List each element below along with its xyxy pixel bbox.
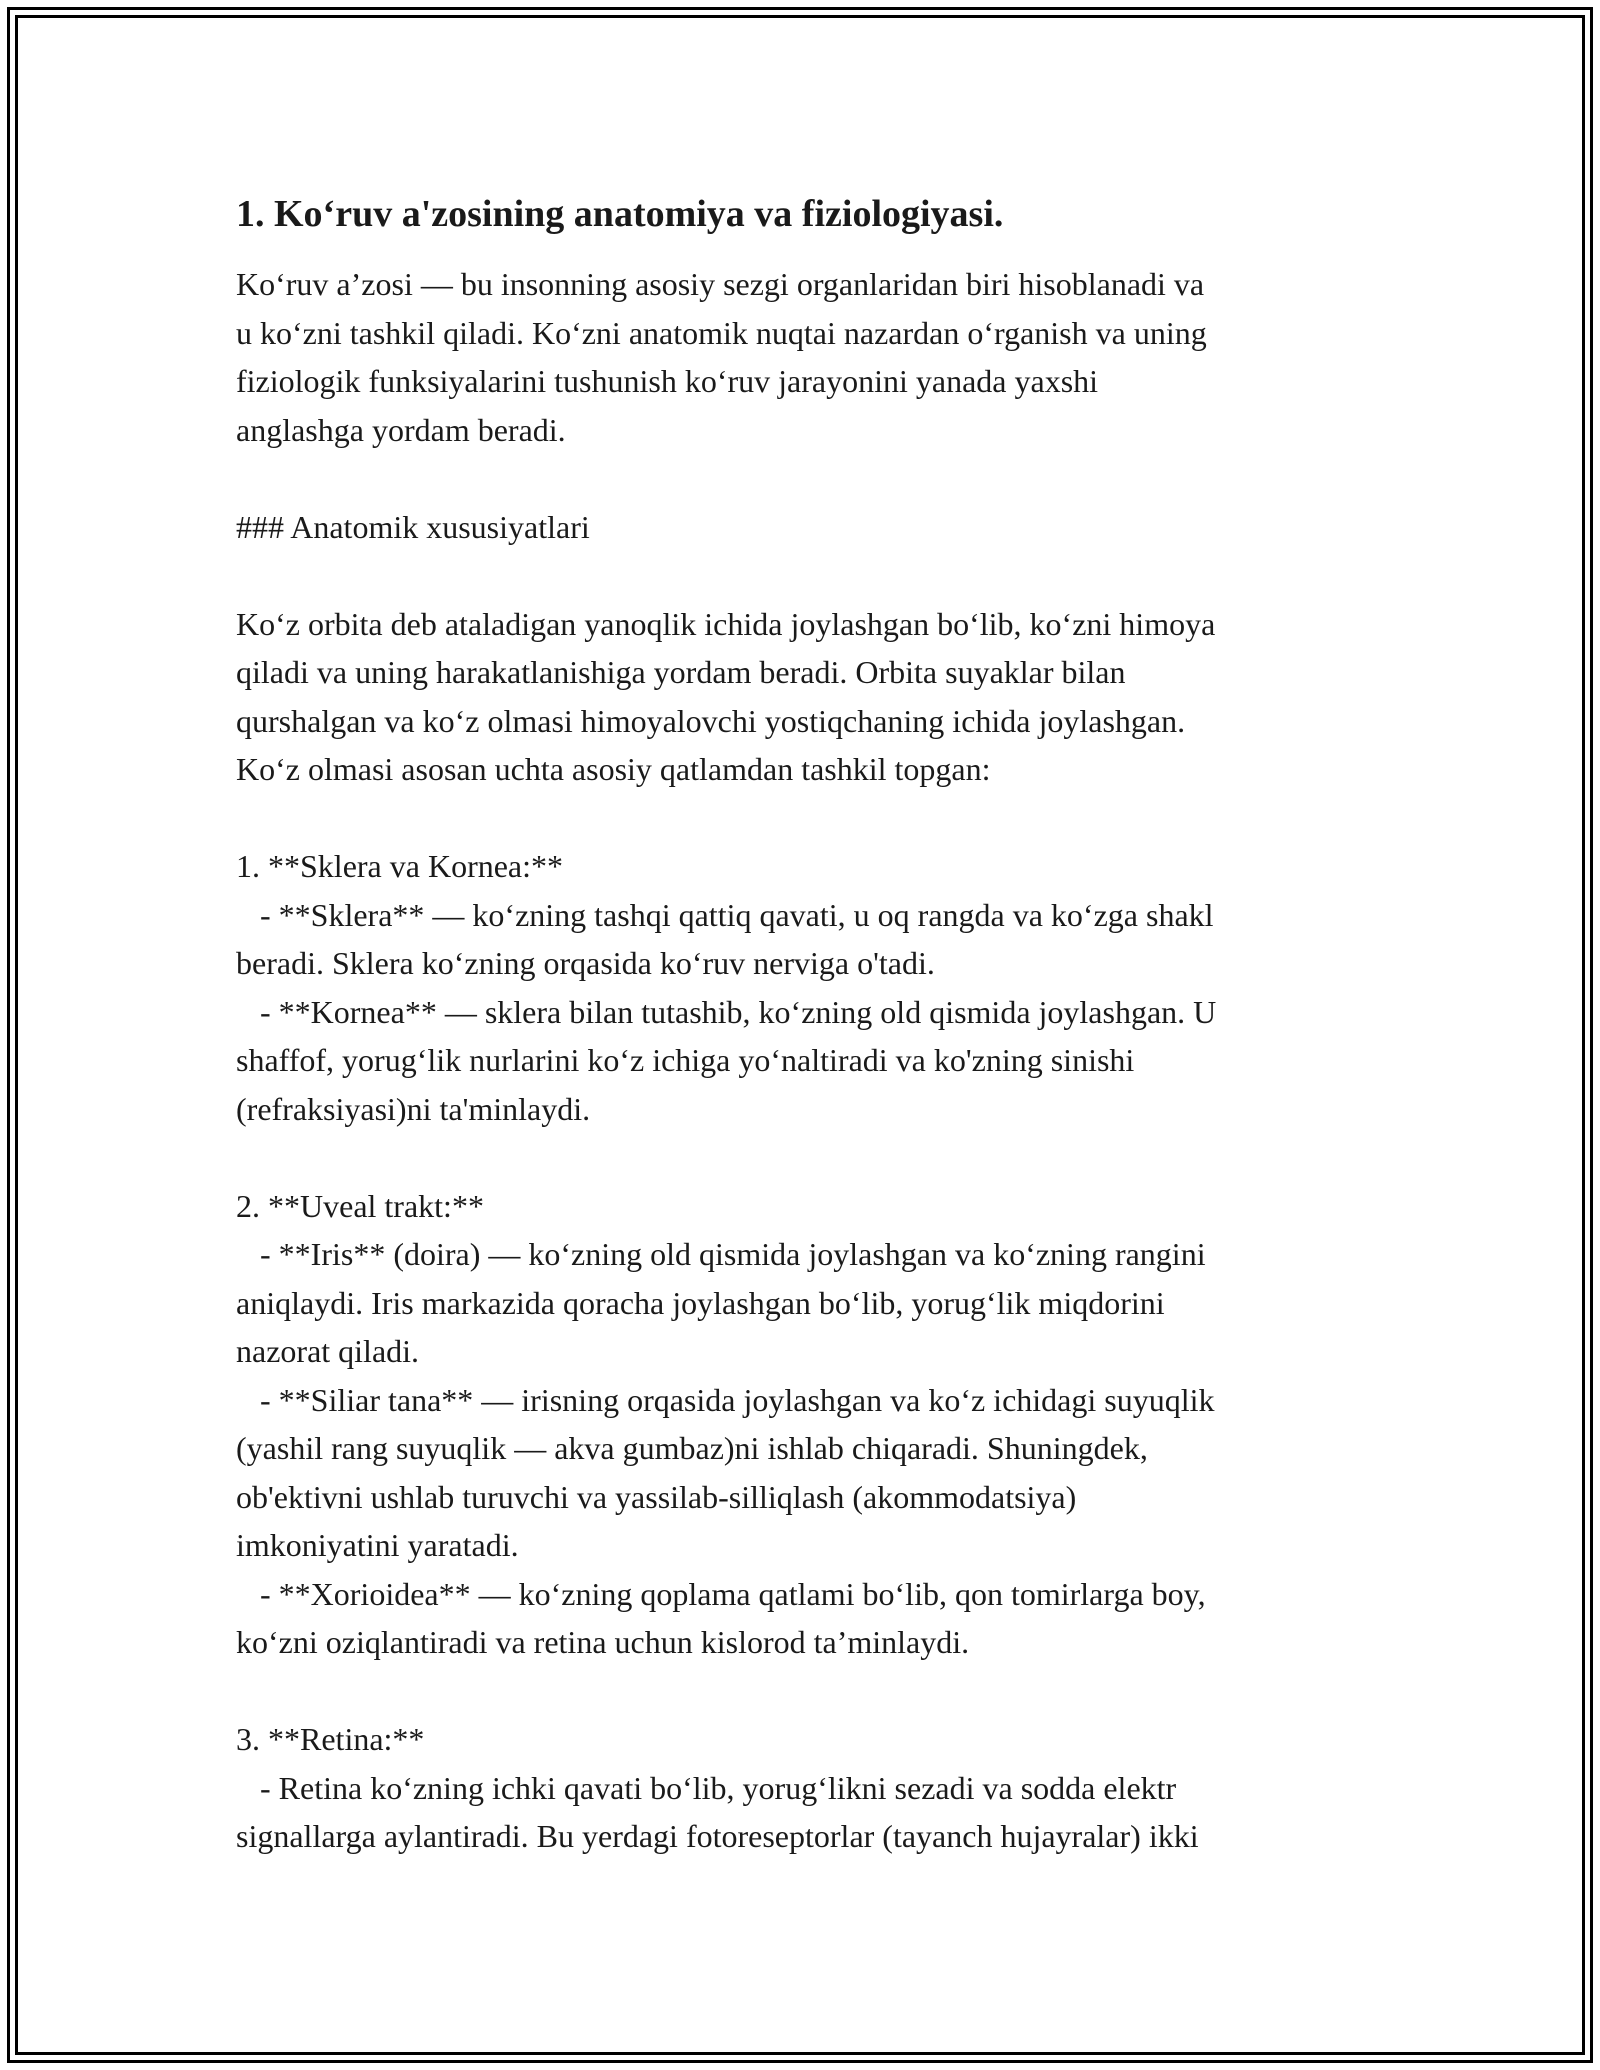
text-line: nazorat qiladi. bbox=[236, 1333, 420, 1369]
text-line: anglashga yordam beradi. bbox=[236, 411, 566, 448]
document-title: 1. Ko‘ruv a'zosining anatomiya va fiziologiyasi. bbox=[236, 193, 1004, 235]
blank-line bbox=[236, 551, 1386, 600]
blank-line bbox=[236, 794, 1386, 843]
blank-line bbox=[236, 454, 1386, 503]
text-line: Ko‘z orbita deb ataladigan yanoqlik ichida joylashgan bo‘lib, ko‘zni himoya bbox=[236, 605, 1216, 642]
document-body bbox=[236, 260, 1386, 1861]
text-line: 2. **Uveal trakt:** bbox=[236, 1187, 484, 1224]
text-line: - Retina ko‘zning ichki qavati bo‘lib, yorug‘likni sezadi va sodda elektr bbox=[236, 1769, 1177, 1806]
text-line: ob'ektivni ushlab turuvchi va yassilab-silliqlash (akommodatsiya) bbox=[236, 1478, 1077, 1515]
text-line: beradi. Sklera ko‘zning orqasida ko‘ruv nerviga o'tadi. bbox=[236, 945, 935, 981]
text-line: aniqlaydi. Iris markazida qoracha joylashgan bo‘lib, yorug‘lik miqdorini bbox=[236, 1284, 1165, 1321]
text-line: signallarga aylantiradi. Bu yerdagi fotoreseptorlar (tayanch hujayralar) ikki bbox=[236, 1818, 1199, 1854]
text-line: - **Siliar tana** — irisning orqasida joylashgan va ko‘z ichidagi suyuqlik bbox=[236, 1381, 1215, 1418]
text-line: ### Anatomik xususiyatlari bbox=[236, 508, 590, 545]
text-line: imkoniyatini yaratadi. bbox=[236, 1527, 519, 1563]
blank-line bbox=[236, 1667, 1386, 1716]
text-line: (yashil rang suyuqlik — akva gumbaz)ni ishlab chiqaradi. Shuningdek, bbox=[236, 1430, 1148, 1466]
text-line: - **Kornea** — sklera bilan tutashib, ko‘zning old qismida joylashgan. U bbox=[236, 993, 1217, 1030]
text-line: qiladi va uning harakatlanishiga yordam beradi. Orbita suyaklar bilan bbox=[236, 654, 1126, 690]
text-line: Ko‘ruv a’zosi — bu insonning asosiy sezgi organlaridan biri hisoblanadi va bbox=[236, 266, 1205, 302]
text-line: fiziologik funksiyalarini tushunish ko‘ruv jarayonini yanada yaxshi bbox=[236, 363, 1099, 399]
text-line: shaffof, yorug‘lik nurlarini ko‘z ichiga yo‘naltiradi va ko'zning sinishi bbox=[236, 1042, 1135, 1078]
document-page bbox=[236, 186, 1386, 1861]
text-line: ko‘zni oziqlantiradi va retina uchun kislorod ta’minlaydi. bbox=[236, 1624, 970, 1660]
text-line: Ko‘z olmasi asosan uchta asosiy qatlamdan tashkil topgan: bbox=[236, 751, 991, 787]
text-line: qurshalgan va ko‘z olmasi himoyalovchi yostiqchaning ichida joylashgan. bbox=[236, 702, 1186, 739]
text-line: - **Xorioidea** — ko‘zning qoplama qatlami bo‘lib, qon tomirlarga boy, bbox=[236, 1575, 1206, 1612]
text-line: u ko‘zni tashkil qiladi. Ko‘zni anatomik nuqtai nazardan o‘rganish va uning bbox=[236, 314, 1207, 351]
text-line: (refraksiyasi)ni ta'minlaydi. bbox=[236, 1090, 591, 1127]
text-line: 3. **Retina:** bbox=[236, 1721, 425, 1757]
text-line: - **Sklera** — ko‘zning tashqi qattiq qavati, u oq rangda va ko‘zga shakl bbox=[236, 896, 1214, 933]
blank-line bbox=[236, 1133, 1386, 1182]
text-line: 1. **Sklera va Kornea:** bbox=[236, 848, 564, 884]
text-line: - **Iris** (doira) — ko‘zning old qismida joylashgan va ko‘zning rangini bbox=[236, 1236, 1206, 1272]
